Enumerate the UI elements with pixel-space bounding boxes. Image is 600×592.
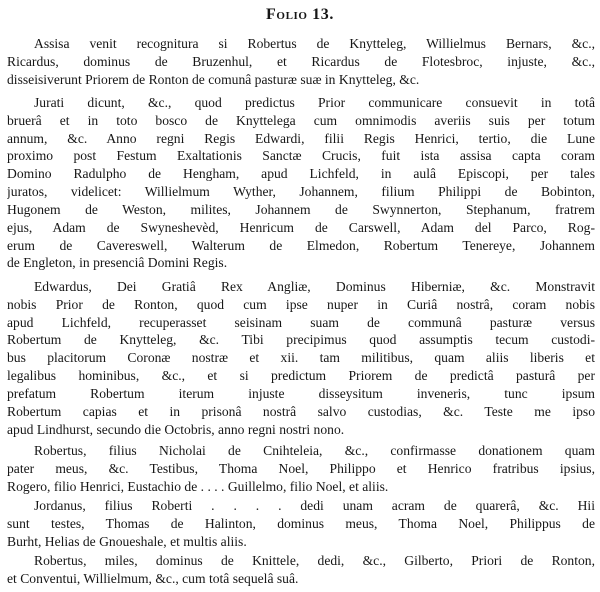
text-line: juratos, videlicet: Willielmum Wyther, Johannem, filium Philippi de Bobinton, — [7, 184, 595, 200]
paragraph-robertus-miles — [7, 552, 595, 588]
text-line: pater meus, &c. Testibus, Thoma Noel, Philippo et Henrico fratribus ipsius, — [7, 460, 595, 476]
text-line: apud Lindhurst, secundo die Octobris, anno regni nostri nono. — [7, 421, 345, 437]
text-line: legalibus hominibus, &c., et si predictum Priorem de predictâ pasturâ per — [7, 368, 595, 384]
text-line: Jordanus, filius Roberti . . . . dedi unam acram de quarerâ, &c. Hii — [34, 498, 595, 513]
text-line: bruerâ et in toto bosco de Knyttelega cum omnimodis averiis suis per totum — [7, 112, 595, 128]
paragraph-jurati — [7, 94, 595, 272]
text-line: Assisa venit recognitura si Robertus de Knytteleg, Willielmus Bernars, &c., — [34, 36, 595, 51]
text-line: Edwardus, Dei Gratiâ Rex Angliæ, Dominus Hiberniæ, &c. Monstravit — [34, 279, 595, 294]
text-line: erum de Cavereswell, Walterum de Elmedon, Robertum Tenereye, Johannem — [7, 237, 595, 253]
text-line: Robertus, miles, dominus de Knittele, dedi, &c., Gilberto, Priori de Ronton, — [34, 553, 595, 568]
text-line: Domino Radulpho de Hengham, apud Lichfeld, in aulâ Episcopi, per tales — [7, 166, 595, 182]
text-line: Burht, Helias de Gnoueshale, et multis aliis. — [7, 533, 247, 549]
text-line: Robertum de Knytteleg, &c. Tibi precipimus quod assumptis tecum custodi- — [7, 332, 595, 348]
paragraph-robertus-nicholai — [7, 442, 595, 495]
text-line: apud Lichfeld, recuperasset seisinam suam de communâ pasturæ versus — [7, 314, 595, 330]
text-line: proximo post Festum Exaltationis Sanctæ Crucis, fuit ista assisa capta coram — [7, 148, 595, 164]
text-line: Robertus, filius Nicholai de Cnihteleia, &c., confirmasse donationem quam — [34, 443, 595, 458]
text-line: ejus, Adam de Swyneshevèd, Henricum de Carswell, Adam del Parco, Rog- — [7, 219, 595, 235]
text-line: Ricardus, dominus de Bruzenhul, et Ricardus de Flotesbroc, injuste, &c., — [7, 53, 595, 69]
text-line: Rogero, filio Henrici, Eustachio de . . . . Guillelmo, filio Noel, et aliis. — [7, 478, 389, 494]
text-line: bus placitorum Coronæ nostræ et xii. tam militibus, quam aliis liberis et — [7, 350, 595, 366]
text-line: Robertum capias et in prisonâ nostrâ salvo custodias, &c. Teste me ipso — [7, 403, 595, 419]
text-line: sunt testes, Thomas de Halinton, dominus meus, Thoma Noel, Philippus de — [7, 515, 595, 531]
text-line: annum, &c. Anno regni Regis Edwardi, filii Regis Henrici, tertio, die Lune — [7, 130, 595, 146]
text-line: prefatum Robertum iterum injuste disseysitum inveneris, tunc ipsum — [7, 385, 595, 401]
text-line: de Engleton, in presenciâ Domini Regis. — [7, 255, 228, 271]
text-line: Jurati dicunt, &c., quod predictus Prior communicare consuevit in totâ — [34, 95, 595, 110]
text-line: disseisiverunt Priorem de Ronton de comunâ pasturæ suæ in Knytteleg, &c. — [7, 71, 420, 87]
text-line: Hugonem de Weston, milites, Johannem de Swynnerton, Stephanum, fratrem — [7, 201, 595, 217]
text-line: et Conventui, Willielmum, &c., cum totâ sequelâ suâ. — [7, 570, 299, 586]
paragraph-jordanus — [7, 497, 595, 550]
paragraph-assisa — [7, 35, 595, 88]
folio-heading: Folio 13. — [266, 6, 334, 23]
text-line: nobis Prior de Ronton, quod cum ipse nuper in Curiâ nostrâ, coram nobis — [7, 296, 595, 312]
paragraph-edwardus — [7, 278, 595, 438]
